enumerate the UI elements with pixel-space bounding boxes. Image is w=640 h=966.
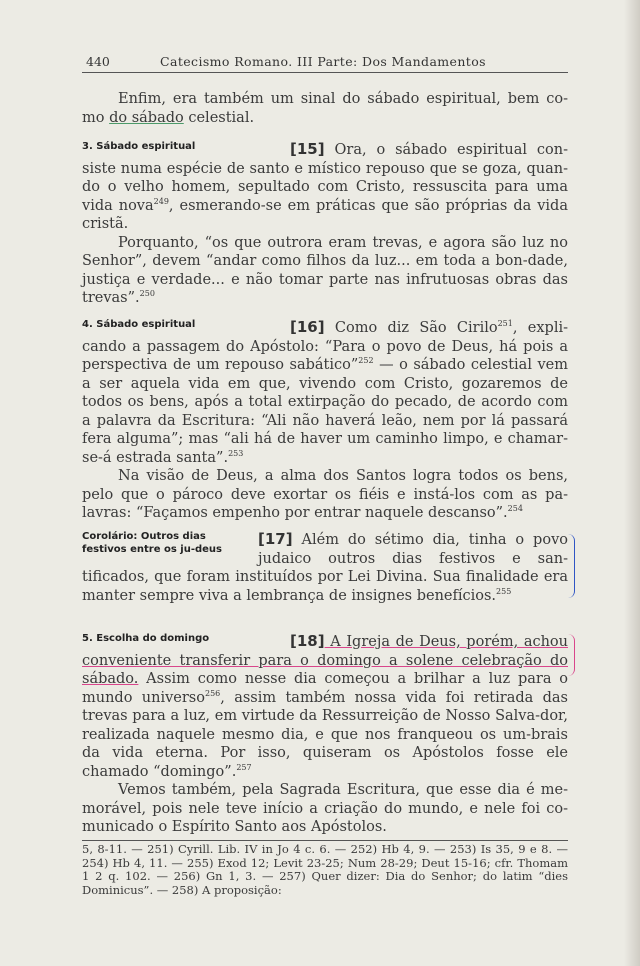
corolario-paragraph: Corolário: Outros dias festivos entre os ju-deus [17] Além do sétimo dia, tinha o povo judaico outros dias festivos e san-tificados, que foram instituídos por Lei Divina. Sua finalidade era manter sempre viva a lembrança de insignes benefícios.$^{255}$ bbox=[82, 530, 568, 604]
corolario-number: [17] bbox=[258, 530, 293, 548]
pink-margin-bracket bbox=[568, 634, 575, 676]
section-5 bbox=[82, 632, 568, 837]
section-5-paragraph-2: Vemos também, pela Sagrada Escritura, que esse dia é me-morável, pois nele teve início a criação do mundo, e nele foi co-municado o Espírito Santo aos Apóstolos. bbox=[82, 782, 568, 835]
section-4-heading: 4. Sábado espiritual bbox=[82, 319, 196, 330]
section-3-paragraph-1: 3. Sábado espiritual [15] Ora, o sábado espiritual con-siste numa espécie de santo e místico repouso que se goza, quan-do o velho homem, sepultado com Cristo, ressuscita para uma vida nova$^{249}$, esmerando-se em práticas que são próprias da vida cristã. bbox=[82, 140, 568, 232]
underlined-phrase: do sábado bbox=[109, 109, 184, 126]
footnotes-text: 5, 8-11. — 251) Cyrill. Lib. IV in Jo 4 c. 6. — 252) Hb 4, 9. — 253) Is 35, 9 e 8. — 254) Hb 4, 11. — 255) Exod 12; Levit 23-25; Num 28-29; Deut 15-16; cfr. Thomam 1 2 q. 102. — 256) Gn 1, 3. — 257) Quer dizer: Dia do Senhor; do latim “dies Dominicus”. — 258) A proposição: bbox=[82, 842, 568, 897]
section-5-paragraph-1: 5. Escolha do domingo [18] A Igreja de Deus, porém, achou conveniente transferir para o domingo a solene celebração do sábado. Assim como nesse dia começou a brilhar a luz para o mundo universo$^{256}$, assim também nossa vida foi retirada das trevas para a luz, em virtude da Ressurreição de Nosso Salva-dor, realizada naquele mesmo dia, e que nos franqueou os um-brais da vida eterna. Por isso, quiseram os Apóstolos fosse ele chamado “domingo”.$^{257}$ bbox=[82, 632, 568, 780]
footnote-rule bbox=[82, 840, 568, 841]
page-edge-shadow bbox=[624, 0, 640, 966]
blue-margin-bracket bbox=[568, 534, 575, 598]
page-number: 440 bbox=[86, 54, 110, 69]
running-header bbox=[82, 54, 568, 73]
section-5-heading: 5. Escolha do domingo bbox=[82, 633, 210, 644]
intro-paragraph bbox=[82, 90, 568, 127]
corolario-heading: Corolário: Outros dias festivos entre os ju-deus bbox=[82, 531, 223, 555]
section-3-number: [15] bbox=[290, 140, 325, 158]
section-4-paragraph-2: Na visão de Deus, a alma dos Santos logra todos os bens, pelo que o pároco deve exortar os fiéis e instá-los com as pa-lavras: “Façamos empenho por entrar naquele descanso”.$^{254}$ bbox=[82, 468, 568, 521]
corolario-section bbox=[82, 530, 568, 605]
section-3 bbox=[82, 140, 568, 308]
underlined-sentence: A Igreja de Deus, porém, achou conveniente transferir para o domingo a solene celebração do sábado. bbox=[82, 634, 568, 687]
section-4-number: [16] bbox=[290, 318, 325, 336]
section-3-paragraph-2: Porquanto, “os que outrora eram trevas, e agora são luz no Senhor”, devem “andar como filhos da luz... em toda a bon-dade, justiça e verdade... e não tomar parte nas infrutuosas obras das trevas”.$^{250}$ bbox=[82, 234, 568, 306]
section-4 bbox=[82, 318, 568, 523]
running-title: Catecismo Romano. III Parte: Dos Mandamentos bbox=[160, 54, 486, 69]
intro-text: Enfim, era também um sinal do sábado espiritual, bem co-mo do sábado celestial. bbox=[82, 91, 568, 126]
footnotes bbox=[82, 843, 568, 897]
section-3-heading: 3. Sábado espiritual bbox=[82, 141, 196, 152]
section-4-paragraph-1: 4. Sábado espiritual [16] Como diz São Cirilo$^{251}$, expli-cando a passagem do Apóstolo: “Para o povo de Deus, há pois a perspectiva de um repouso sabático”$^{252}$ — o sábado celestial vem a ser aquela vida em que, vivendo com Cristo, gozaremos de todos os bens, após a total extirpação do pecado, de acordo com a palavra da Escritura: “Ali não haverá leão, nem por lá passará fera alguma”; mas “ali há de haver um caminho limpo, e chamar-se-á estrada santa”.$^{253}$ bbox=[82, 318, 568, 466]
section-5-number: [18] bbox=[290, 632, 325, 650]
